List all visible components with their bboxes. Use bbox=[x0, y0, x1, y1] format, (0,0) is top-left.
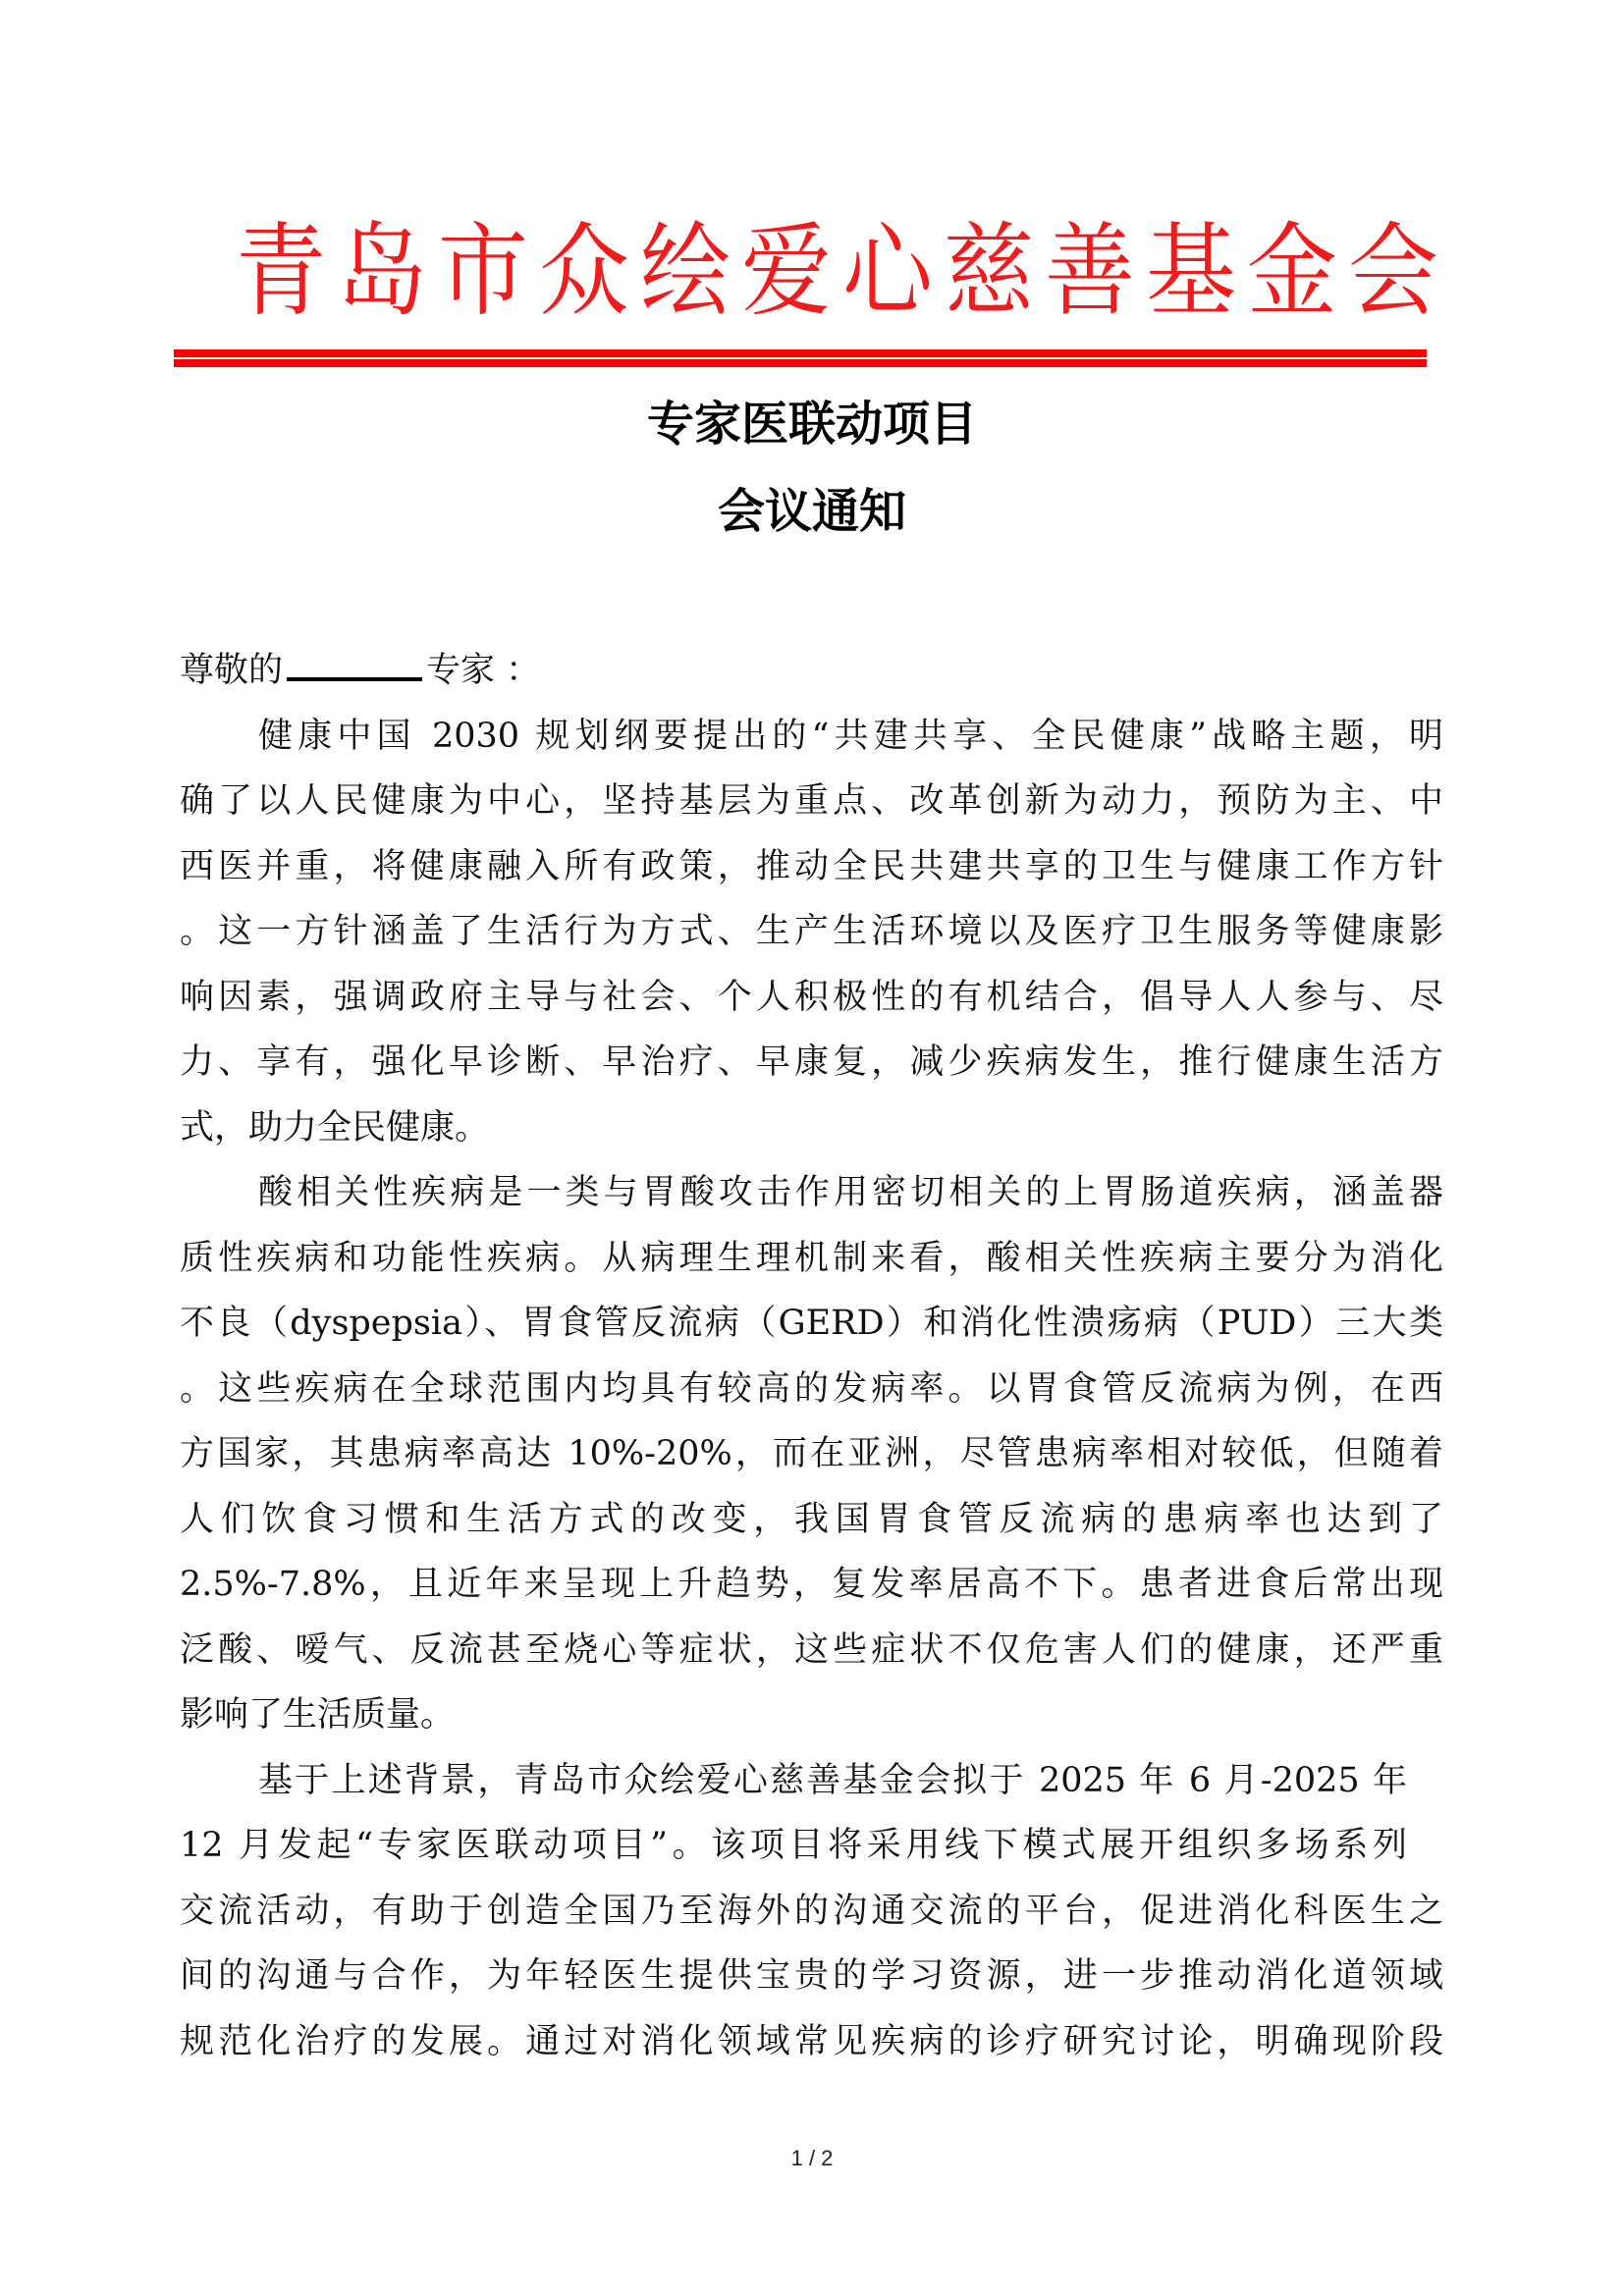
paragraph-line: 酸相关性疾病是一类与胃酸攻击作用密切相关的上胃肠道疾病，涵盖器 bbox=[258, 1173, 1443, 1212]
paragraph-line: 。这一方针涵盖了生活行为方式、生产生活环境以及医疗卫生服务等健康影 bbox=[180, 912, 1443, 951]
paragraph-line: 交流活动，有助于创造全国乃至海外的沟通交流的平台，促进消化科医生之 bbox=[180, 1891, 1443, 1931]
paragraph-line: 西医并重，将健康融入所有政策，推动全民共建共享的卫生与健康工作方针 bbox=[180, 846, 1443, 886]
salutation bbox=[180, 638, 1456, 704]
letterhead-rule-top bbox=[174, 349, 1427, 357]
paragraph-line: 人们饮食习惯和生活方式的改变，我国胃食管反流病的患病率也达到了 bbox=[180, 1499, 1443, 1539]
paragraph-line: 质性疾病和功能性疾病。从病理生理机制来看，酸相关性疾病主要分为消化 bbox=[180, 1238, 1443, 1278]
letterhead-org-name: 青岛市众绘爱心慈善基金会 bbox=[236, 212, 1450, 331]
paragraph-line: 泛酸、嗳气、反流甚至烧心等症状，这些症状不仅危害人们的健康，还严重 bbox=[180, 1629, 1443, 1670]
paragraph-line: 力、享有，强化早诊断、早治疗、早康复，减少疾病发生，推行健康生活方 bbox=[180, 1042, 1443, 1082]
paragraph-line: 式，助力全民健康。 bbox=[180, 1107, 490, 1148]
paragraph-line: 方国家，其患病率高达 10%-20%，而在亚洲，尽管患病率相对较低，但随着 bbox=[180, 1434, 1443, 1473]
salutation-suffix: 专家 ： bbox=[426, 651, 541, 690]
page-indicator: 1 / 2 bbox=[790, 2146, 834, 2170]
paragraph-line: 健康中国 2030 规划纲要提出的“共建共享、全民健康”战略主题，明 bbox=[258, 716, 1443, 756]
paragraph-line: 响因素，强调政府主导与社会、个人积极性的有机结合，倡导人人参与、尽 bbox=[180, 977, 1443, 1017]
paragraph-line: 确了以人民健康为中心，坚持基层为重点、改革创新为动力，预防为主、中 bbox=[180, 781, 1443, 821]
paragraph-line: 。这些疾病在全球范围内均具有较高的发病率。以胃食管反流病为例，在西 bbox=[180, 1368, 1443, 1409]
paragraph-line: 基于上述背景，青岛市众绘爱心慈善基金会拟于 2025 年 6 月-2025 年 bbox=[258, 1760, 1407, 1800]
letter-body bbox=[180, 638, 1456, 2074]
letterhead-rule-bottom bbox=[174, 359, 1427, 367]
paragraph-line: 不良（dyspepsia）、胃食管反流病（GERD）和消化性溃疡病（PUD）三大类 bbox=[180, 1304, 1443, 1343]
paragraph-line: 规范化治疗的发展。通过对消化领域常见疾病的诊疗研究讨论，明确现阶段 bbox=[180, 2021, 1443, 2061]
paragraph-3 bbox=[180, 1748, 1456, 2075]
salutation-prefix: 尊敬的 bbox=[180, 651, 284, 690]
document-title: 专家医联动项目 bbox=[646, 397, 977, 452]
paragraph-2 bbox=[180, 1160, 1456, 1748]
recipient-name-blank bbox=[287, 648, 422, 681]
paragraph-line: 影响了生活质量。 bbox=[180, 1695, 456, 1735]
paragraph-line: 12 月发起“专家医联动项目”。该项目将采用线下模式展开组织多场系列 bbox=[180, 1826, 1407, 1865]
paragraph-line: 间的沟通与合作，为年轻医生提供宝贵的学习资源，进一步推动消化道领域 bbox=[180, 1956, 1443, 1996]
paragraph-line: 2.5%-7.8%，且近年来呈现上升趋势，复发率居高不下。患者进食后常出现 bbox=[180, 1565, 1443, 1604]
document-subtitle: 会议通知 bbox=[717, 484, 906, 539]
paragraph-1 bbox=[180, 704, 1456, 1161]
